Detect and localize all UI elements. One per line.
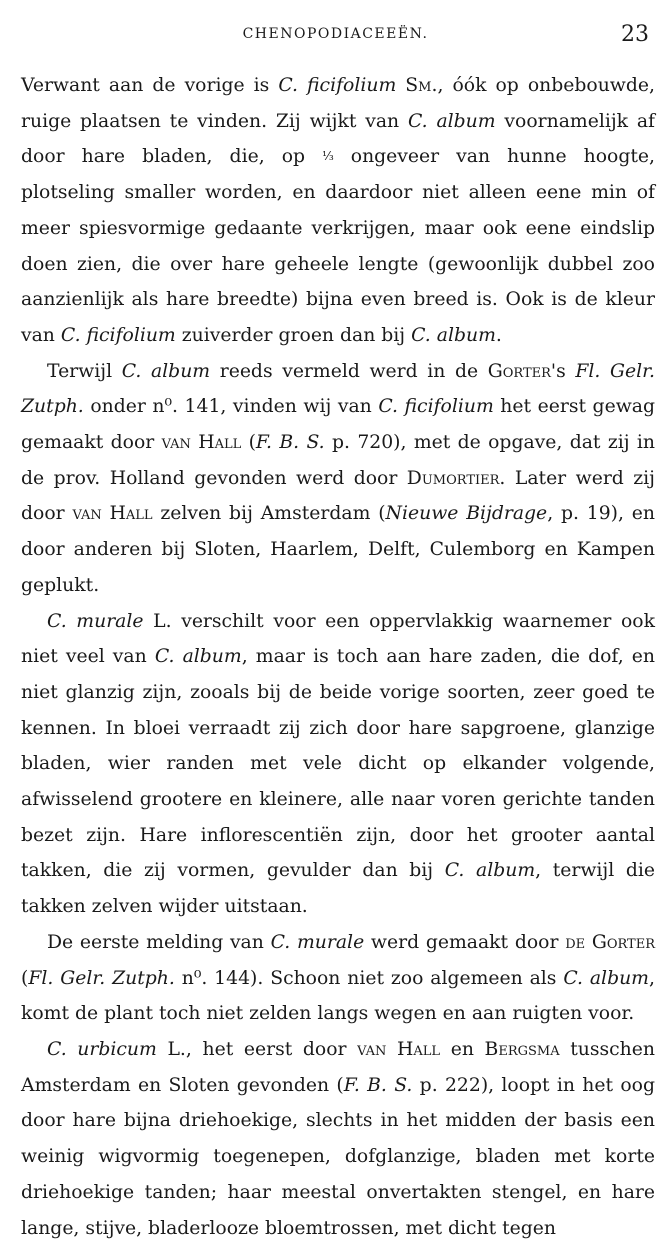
paragraph-ficifolium: [21, 68, 655, 354]
species-name: ficifolium: [86, 324, 176, 346]
author-name: Dumortier: [406, 467, 500, 489]
text-run: Verwant aan de vorige is: [21, 75, 279, 96]
paragraph-murale: [21, 604, 655, 925]
paragraph-urbicum: [21, 1032, 655, 1246]
text-run: Terwijl: [47, 360, 122, 382]
work-title: F. B. S.: [255, 432, 325, 454]
text-run: verschilt voor een oppervlakkig waarnemer ook niet veel van: [21, 610, 655, 668]
author-name: van Hall: [357, 1038, 441, 1060]
text-run: reeds vermeld werd in de: [210, 360, 488, 382]
species-name: album: [436, 324, 496, 346]
author-name: van Hall: [72, 503, 153, 525]
species-name: C. murale: [270, 931, 365, 953]
species-name: C. album: [563, 967, 649, 989]
text-run: . Later werd zij door: [21, 467, 656, 525]
work-title: F. B. S.: [343, 1074, 413, 1096]
text-run: [396, 75, 405, 96]
genus-abbrev: C.: [411, 324, 437, 346]
paragraph-history: [21, 354, 655, 604]
author-name: L.: [153, 610, 172, 632]
species-name: C. ficifolium: [378, 396, 494, 418]
species-name: ficifolium: [307, 75, 397, 96]
author-name: Bergsma: [484, 1038, 560, 1060]
text-run: 's: [550, 360, 576, 382]
text-run: ongeveer van hunne hoogte, plotseling smaller worden, en daardoor niet alleen eene min of meer spiesvormige gedaante verkrijgen, maar ook eene eindslip doen zien, die over hare geheele lengte (gewoonlijk dubbel zoo aanzienlijk als hare breedte) bijna even breed is. Ook is de kleur van: [21, 146, 655, 346]
genus-abbrev: C.: [407, 110, 437, 132]
paragraph-murale-history: [21, 925, 655, 1032]
page-header: [20, 22, 651, 52]
species-name: C. urbicum: [47, 1038, 157, 1060]
species-name: C. album: [444, 860, 536, 882]
text-run: De eerste melding van: [47, 931, 271, 953]
species-name: C. album: [121, 360, 211, 382]
text-run: [144, 611, 154, 632]
text-run: zuiverder groen dan bij: [175, 324, 412, 346]
fraction: ⅓: [322, 149, 334, 164]
text-run: [157, 1039, 168, 1060]
text-run: p. 720), met de opgave, dat zij in de prov. Holland gevonden werd door: [21, 432, 655, 489]
body-text: [21, 68, 655, 1246]
text-run: , terwijl die takken zelven wijder uitstaan.: [21, 860, 655, 918]
work-title: Fl. Gelr. Zutph.: [28, 967, 175, 989]
work-title: Fl. Gelr. Zutph.: [21, 360, 655, 418]
species-name: C. album: [154, 646, 242, 668]
text-run: , p. 19), en door anderen bij Sloten, Haarlem, Delft, Culemborg en Kampen geplukt.: [21, 503, 656, 596]
text-run: , óók op onbebouwde, ruige plaatsen te vinden. Zij wijkt van: [21, 75, 655, 132]
species-name: album: [436, 110, 496, 132]
author-name: van Hall: [161, 432, 242, 454]
genus-abbrev: C.: [60, 324, 87, 346]
running-title: CHENOPODIACEEËN.: [242, 26, 429, 42]
text-run: het eerst gewag gemaakt door: [21, 396, 655, 454]
author-name: L.: [167, 1038, 186, 1060]
text-run: , komt de plant toch niet zelden langs wegen en aan ruigten voor.: [21, 967, 655, 1025]
text-run: p. 222), loopt in het oog door hare bijna driehoekige, slechts in het midden der basis een weinig wigvormig toegenepen, dofglanzige, bladen met korte driehoekige tanden; haar meestal onvertakten stengel, en hare lange, stijve, bladerlooze bloemtrossen, met dicht tegen: [21, 1074, 656, 1239]
species-name: C. murale: [47, 610, 144, 632]
work-title: Nieuwe Bijdrage: [385, 503, 548, 525]
author-name: de Gorter: [565, 931, 655, 953]
text-run: , maar is toch aan hare zaden, die dof, en niet glanzig zijn, zooals bij de beide vorige soorten, zeer goed te kennen. In bloei verraadt zij zich door hare sapgroene, glanzige bladen, wier randen met vele dicht op elkander volgende, afwisselend grootere en kleinere, alle naar voren gerichte tanden bezet zijn. Hare inflorescentiën zijn, door het grooter aantal takken, die zij vormen, gevulder dan bij: [21, 646, 655, 882]
genus-abbrev: C.: [278, 75, 308, 96]
text-run: tusschen Amsterdam en Sloten gevonden (: [21, 1038, 655, 1096]
text-run: zelven bij Amsterdam (: [152, 503, 386, 525]
text-run: , het eerst door: [185, 1038, 358, 1060]
page-number: 23: [621, 22, 649, 47]
author-name: Gorter: [487, 360, 551, 382]
text-run: voornamelijk af door hare bladen, die, op: [21, 110, 656, 168]
text-run: (: [21, 967, 29, 989]
text-run: n⁰. 144). Schoon niet zoo algemeen als: [174, 967, 564, 989]
author-name: Sm.: [405, 75, 438, 96]
text-run: onder n⁰. 141, vinden wij van: [83, 396, 379, 418]
text-run: werd gemaakt door: [364, 931, 566, 953]
text-run: .: [495, 324, 502, 346]
text-run: en: [440, 1038, 485, 1060]
text-run: (: [241, 432, 256, 454]
